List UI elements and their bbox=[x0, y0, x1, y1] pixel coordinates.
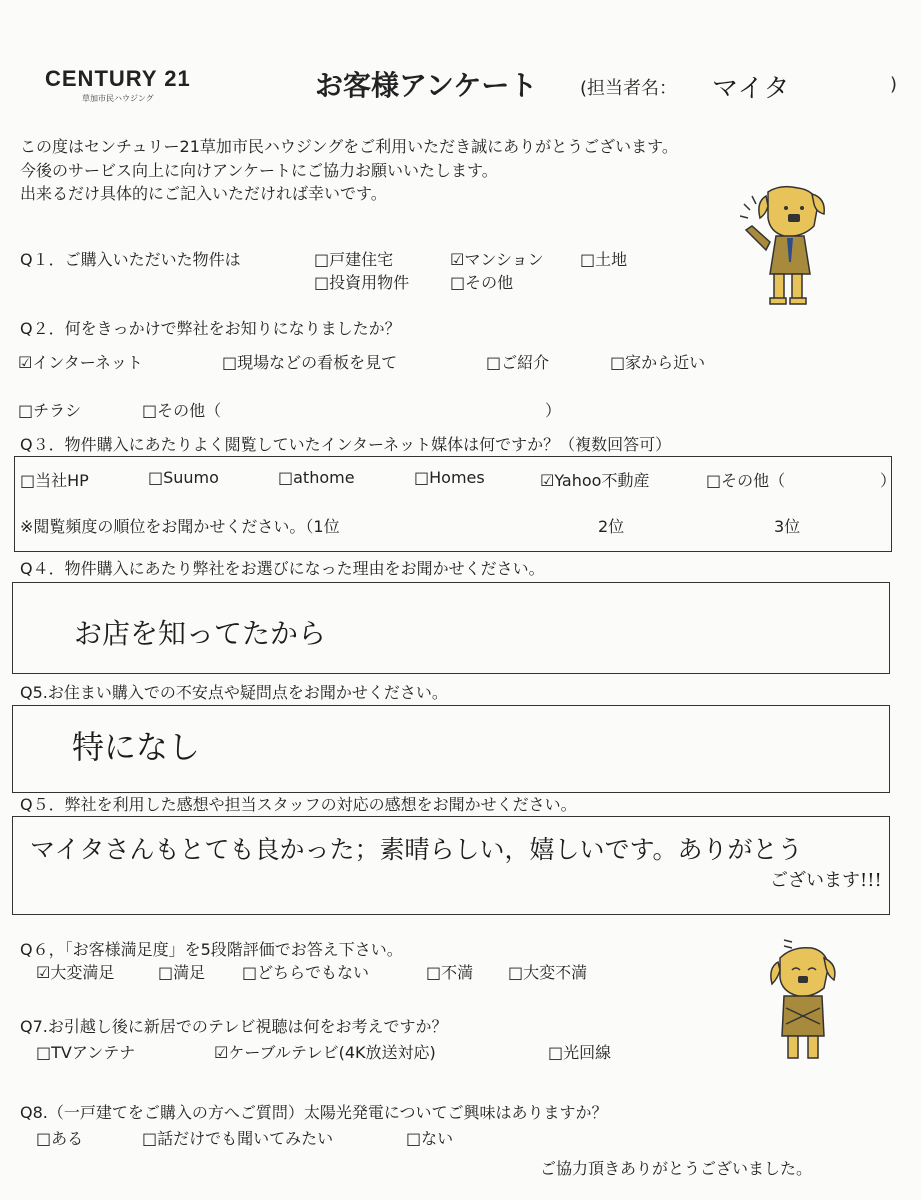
q5b-question: Q５．弊社を利用した感想や担当スタッフの対応の感想をお聞かせください。 bbox=[20, 795, 577, 814]
q3-rank-2: 2位 bbox=[598, 517, 625, 536]
q8-question: Q8.（一戸建てをご購入の方へご質問）太陽光発電についてご興味はありますか？ bbox=[20, 1103, 608, 1122]
q5a-answer: 特になし bbox=[72, 728, 201, 766]
q8-opt-listen[interactable]: □話だけでも聞いてみたい bbox=[142, 1129, 334, 1148]
q8-opt-yes[interactable]: □ある bbox=[36, 1129, 84, 1148]
q6-opt-satisfied[interactable]: □満足 bbox=[158, 963, 206, 982]
staff-name: マイタ bbox=[712, 74, 790, 104]
q2-opt-other[interactable]: □その他（ bbox=[142, 401, 222, 420]
q6-opt-very-satisfied[interactable]: ☑大変満足 bbox=[36, 963, 115, 982]
q3-rank-3: 3位 bbox=[774, 517, 801, 536]
q2-opt-near-home[interactable]: □家から近い bbox=[610, 353, 706, 372]
q7-opt-cable[interactable]: ☑ケーブルテレビ(4K放送対応) bbox=[214, 1043, 436, 1062]
q3-opt-other[interactable]: □その他（ bbox=[706, 471, 786, 490]
q7-question: Q7.お引越し後に新居でのテレビ視聴は何をお考えですか？ bbox=[20, 1017, 448, 1036]
q3-opt-athome[interactable]: □athome bbox=[278, 468, 355, 487]
q2-opt-signboard[interactable]: □現場などの看板を見て bbox=[222, 353, 398, 372]
q8-opt-no[interactable]: □ない bbox=[406, 1129, 454, 1148]
q5a-question: Q5.お住まい購入での不安点や疑問点をお聞かせください。 bbox=[20, 683, 448, 702]
q2-other-close: ） bbox=[545, 401, 562, 420]
q4-answer: お店を知ってたから bbox=[74, 617, 327, 650]
q3-opt-company-hp[interactable]: □当社HP bbox=[20, 471, 89, 490]
intro-line-2: 今後のサービス向上に向けアンケートにご協力お願いいたします。 bbox=[20, 161, 498, 180]
q6-opt-neutral[interactable]: □どちらでもない bbox=[242, 963, 369, 982]
q1-opt-other[interactable]: □その他 bbox=[450, 273, 514, 292]
intro-line-3: 出来るだけ具体的にご記入いただければ幸いです。 bbox=[20, 184, 387, 203]
dog-mascot-bowing-icon bbox=[762, 936, 844, 1066]
q3-opt-yahoo[interactable]: ☑Yahoo不動産 bbox=[540, 471, 650, 490]
logo-brand: CENTURY 21 bbox=[45, 66, 191, 91]
q1-opt-mansion[interactable]: ☑マンション bbox=[450, 250, 544, 269]
dog-mascot-pointing-icon bbox=[740, 182, 840, 310]
century21-logo bbox=[45, 66, 191, 104]
thanks-message: ご協力頂きありがとうございました。 bbox=[540, 1159, 813, 1178]
q3-question: Q３．物件購入にあたりよく閲覧していたインターネット媒体は何ですか？（複数回答可） bbox=[20, 435, 672, 454]
q6-opt-very-dissatisfied[interactable]: □大変不満 bbox=[508, 963, 588, 982]
intro-line-1: この度はセンチュリー21草加市民ハウジングをご利用いただき誠にありがとうございます。 bbox=[20, 137, 678, 156]
q1-opt-house[interactable]: □戸建住宅 bbox=[314, 250, 394, 269]
q1-opt-land[interactable]: □土地 bbox=[580, 250, 628, 269]
q6-opt-dissatisfied[interactable]: □不満 bbox=[426, 963, 474, 982]
q1-opt-investment[interactable]: □投資用物件 bbox=[314, 273, 410, 292]
q3-opt-homes[interactable]: □Homes bbox=[414, 468, 485, 487]
q7-opt-antenna[interactable]: □TVアンテナ bbox=[36, 1043, 136, 1062]
staff-label: (担当者名： bbox=[580, 78, 678, 99]
q6-question: Q６，「お客様満足度」を5段階評価でお答え下さい。 bbox=[20, 940, 403, 959]
q7-opt-fiber[interactable]: □光回線 bbox=[548, 1043, 612, 1062]
q1-question: Q１．ご購入いただいた物件は bbox=[20, 250, 241, 269]
q2-opt-flyer[interactable]: □チラシ bbox=[18, 401, 82, 420]
q5b-answer-line-1: マイタさんもとても良かった；素晴らしい，嬉しいです。ありがとう bbox=[30, 835, 803, 864]
q3-opt-suumo[interactable]: □Suumo bbox=[148, 468, 219, 487]
logo-sub: 草加市民ハウジング bbox=[82, 94, 154, 103]
staff-close: ) bbox=[890, 74, 898, 95]
q5b-answer-line-2: ございます!!! bbox=[770, 870, 882, 891]
q3-rank-note: ※閲覧頻度の順位をお聞かせください。（1位 bbox=[20, 517, 340, 536]
page-title: お客様アンケート bbox=[315, 69, 538, 102]
q2-opt-internet[interactable]: ☑インターネット bbox=[18, 353, 143, 372]
q2-opt-referral[interactable]: □ご紹介 bbox=[486, 353, 550, 372]
q2-question: Q２．何をきっかけで弊社をお知りになりましたか？ bbox=[20, 319, 401, 338]
q4-question: Q４．物件購入にあたり弊社をお選びになった理由をお聞かせください。 bbox=[20, 559, 545, 578]
q3-other-close: ） bbox=[880, 471, 897, 490]
